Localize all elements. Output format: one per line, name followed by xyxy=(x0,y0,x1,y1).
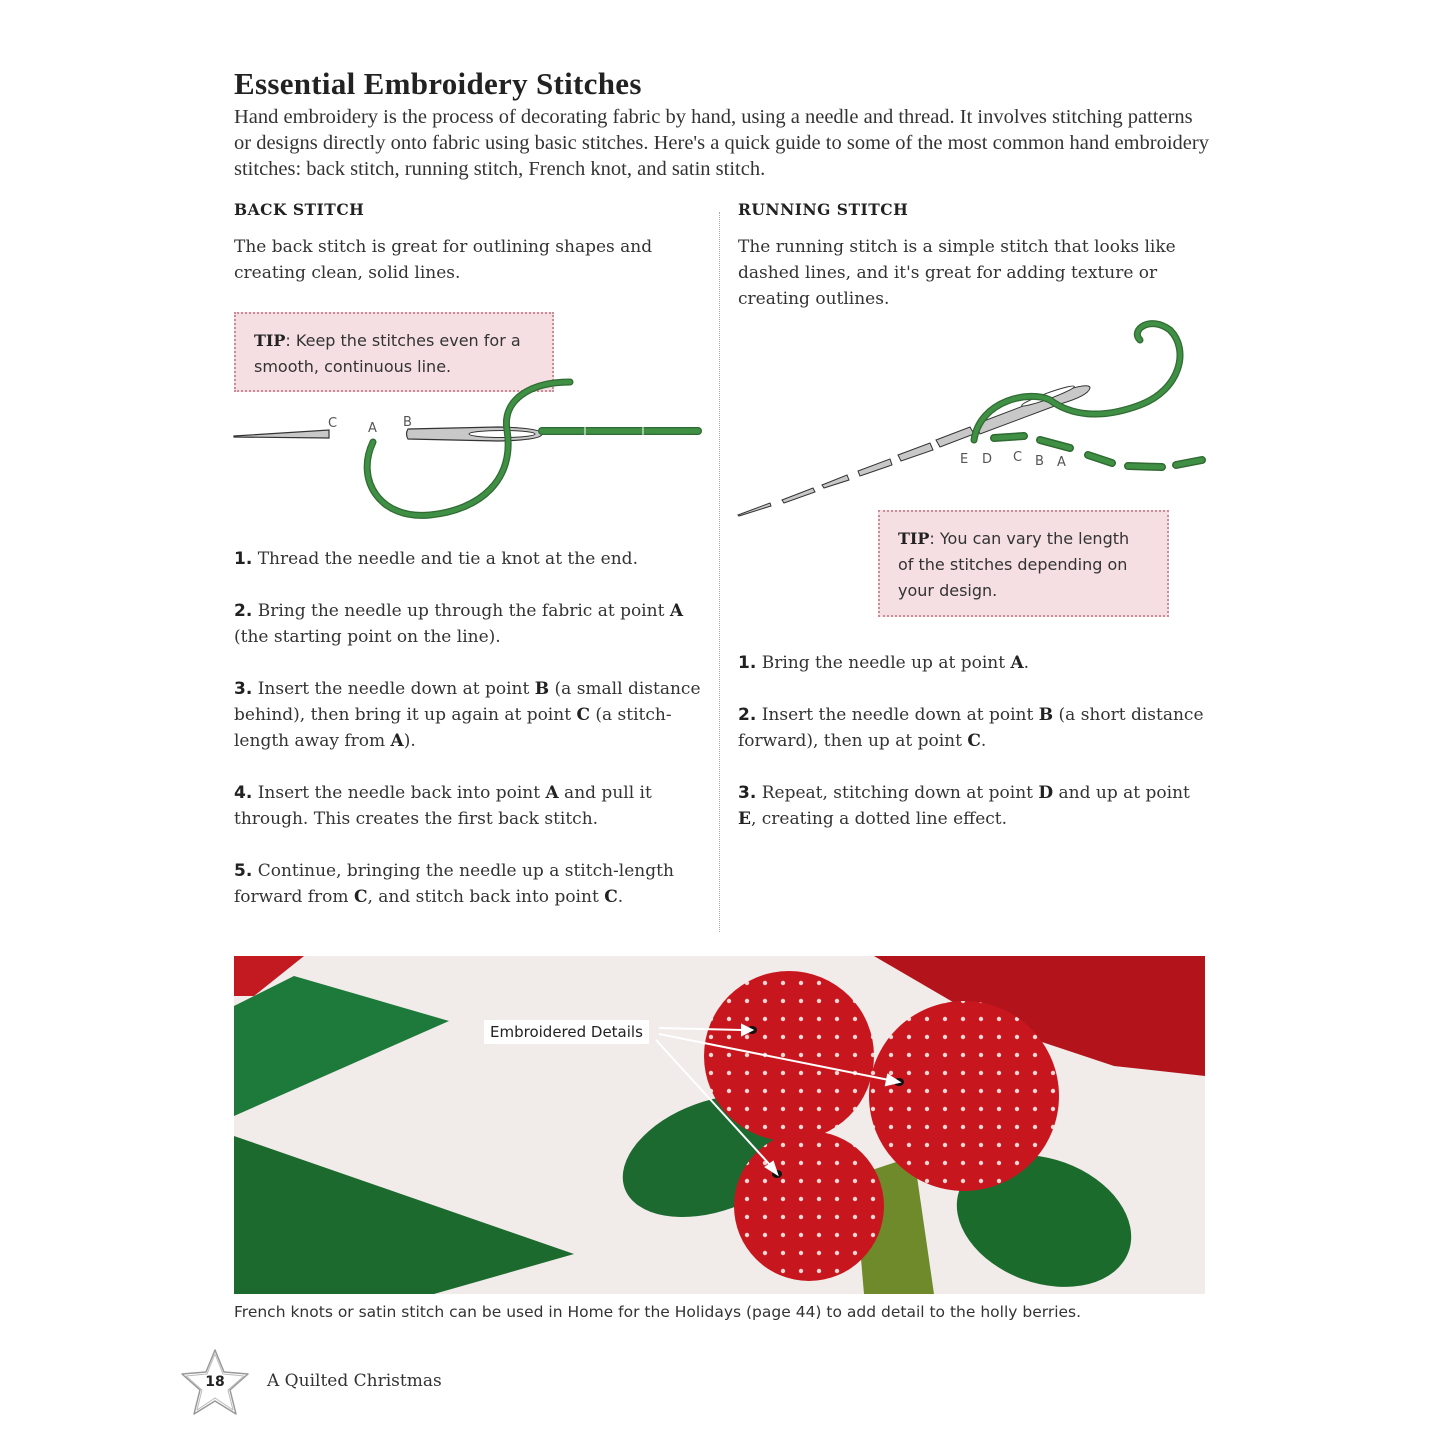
running-stitch-steps xyxy=(738,650,1208,832)
quilt-photo xyxy=(234,956,1205,1294)
needle-tip-icon xyxy=(234,430,329,438)
back-stitch-steps xyxy=(234,546,709,910)
step-1: 1. Thread the needle and tie a knot at the end. xyxy=(234,549,638,569)
label-c: C xyxy=(1013,450,1023,465)
tip-label: TIP xyxy=(254,331,286,350)
page-number-badge xyxy=(178,1346,252,1418)
page-number: 18 xyxy=(205,1374,225,1390)
step-2: 2. Bring the needle up through the fabric at point A (the starting point on the line). xyxy=(234,601,684,647)
label-b: B xyxy=(1035,454,1044,469)
step-3: 3. Repeat, stitching down at point D and up at point E, creating a dotted line effect. xyxy=(738,783,1190,829)
page-title: Essential Embroidery Stitches xyxy=(234,66,642,101)
label-c: C xyxy=(328,416,338,431)
book-title: A Quilted Christmas xyxy=(267,1371,442,1391)
label-b: B xyxy=(403,415,412,430)
step-2: 2. Insert the needle down at point B (a short distance forward), then up at point C. xyxy=(738,705,1204,751)
intro-paragraph: Hand embroidery is the process of decorating fabric by hand, using a needle and thread. It involves stitching patterns or designs directly onto fabric using basic stitches. Here's a quick guide to some of the most common hand embroidery stitches: back stitch, running stitch, French knot, and satin stitch. xyxy=(234,106,1209,180)
embroidered-details-callout: Embroidered Details xyxy=(484,1020,649,1044)
step-4: 4. Insert the needle back into point A and pull it through. This creates the first back stitch. xyxy=(234,783,652,829)
label-a: A xyxy=(1057,455,1066,470)
tip-text: : You can vary the length of the stitches depending on your design. xyxy=(898,529,1130,600)
running-stitch-diagram xyxy=(730,310,1210,530)
step-3: 3. Insert the needle down at point B (a small distance behind), then bring it up again at point C (a stitch-length away from A). xyxy=(234,679,701,751)
back-stitch-diagram xyxy=(230,370,710,530)
tip-label: TIP xyxy=(898,529,930,548)
running-stitch-tip xyxy=(878,510,1169,617)
step-5: 5. Continue, bringing the needle up a stitch-length forward from C, and stitch back into point C. xyxy=(234,861,674,907)
label-e: E xyxy=(960,452,969,467)
label-d: D xyxy=(982,452,993,467)
back-stitch-heading: BACK STITCH xyxy=(234,200,365,219)
photo-caption: French knots or satin stitch can be used in Home for the Holidays (page 44) to add detail to the holly berries. xyxy=(234,1303,1082,1321)
running-stitch-heading: RUNNING STITCH xyxy=(738,200,909,219)
quilt-image xyxy=(234,956,1205,1294)
back-stitch-description: The back stitch is great for outlining shapes and creating clean, solid lines. xyxy=(234,237,653,283)
tip-text: : Keep the stitches even for a smooth, continuous line. xyxy=(254,331,521,376)
running-stitch-description: The running stitch is a simple stitch that looks like dashed lines, and it's great for adding texture or creating outlines. xyxy=(738,237,1176,309)
label-a: A xyxy=(368,421,377,436)
step-1: 1. Bring the needle up at point A. xyxy=(738,653,1030,673)
column-divider xyxy=(719,212,720,932)
